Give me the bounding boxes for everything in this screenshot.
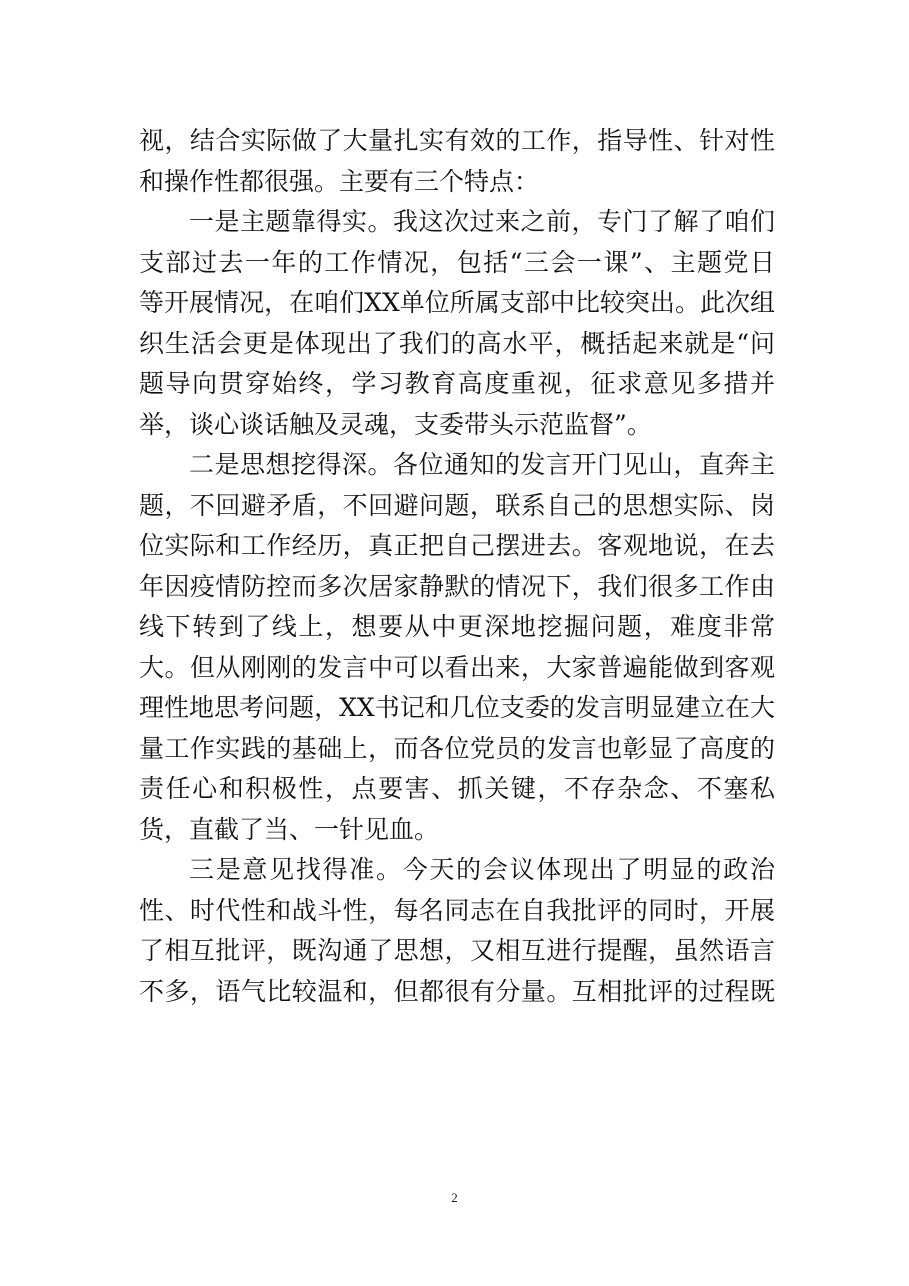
text-line: 题，不回避矛盾，不回避问题，联系自己的思想实际、岗 (139, 490, 775, 520)
text-line: 理性地思考问题，XX书记和几位支委的发言明显建立在大 (139, 693, 775, 722)
text-line: 性、时代性和战斗性，每名同志在自我批评的同时，开展 (139, 895, 775, 925)
text-line: 举，谈心谈话触及灵魂，支委带头示范监督”。 (139, 409, 652, 439)
text-line: 货，直截了当、一针见血。 (139, 814, 440, 844)
body-text (139, 121, 775, 1012)
text-line: 三是意见找得准。今天的会议体现出了明显的政治 (189, 855, 775, 884)
text-line: 一是主题靠得实。我这次过来之前，专门了解了咱们 (189, 207, 775, 236)
text-line: 量工作实践的基础上，而各位党员的发言也彰显了高度的 (139, 733, 775, 763)
text-line: 了相互批评，既沟通了思想，又相互进行提醒，虽然语言 (139, 936, 775, 965)
text-line: 位实际和工作经历，真正把自己摆进去。客观地说，在去 (139, 531, 775, 560)
text-line: 织生活会更是体现出了我们的高水平，概括起来就是“问 (139, 328, 775, 358)
page-number: 2 (451, 1190, 458, 1205)
text-line: 等开展情况，在咱们XX单位所属支部中比较突出。此次组 (139, 288, 775, 317)
text-line: 支部过去一年的工作情况，包括“三会一课”、主题党日 (139, 247, 775, 277)
text-line: 责任心和积极性，点要害、抓关键，不存杂念、不塞私 (139, 774, 775, 803)
text-line: 题导向贯穿始终，学习教育高度重视，征求意见多措并 (139, 369, 775, 398)
text-line: 年因疫情防控而多次居家静默的情况下，我们很多工作由 (139, 571, 775, 601)
text-line: 二是思想挖得深。各位通知的发言开门见山，直奔主 (189, 450, 775, 479)
text-line: 大。但从刚刚的发言中可以看出来，大家普遍能做到客观 (139, 652, 775, 682)
text-line: 线下转到了线上，想要从中更深地挖掘问题，难度非常 (139, 612, 775, 641)
text-line: 和操作性都很强。主要有三个特点： (139, 166, 540, 196)
text-line: 不多，语气比较温和，但都很有分量。互相批评的过程既 (139, 976, 775, 1006)
text-line: 视，结合实际做了大量扎实有效的工作，指导性、针对性 (139, 126, 775, 155)
